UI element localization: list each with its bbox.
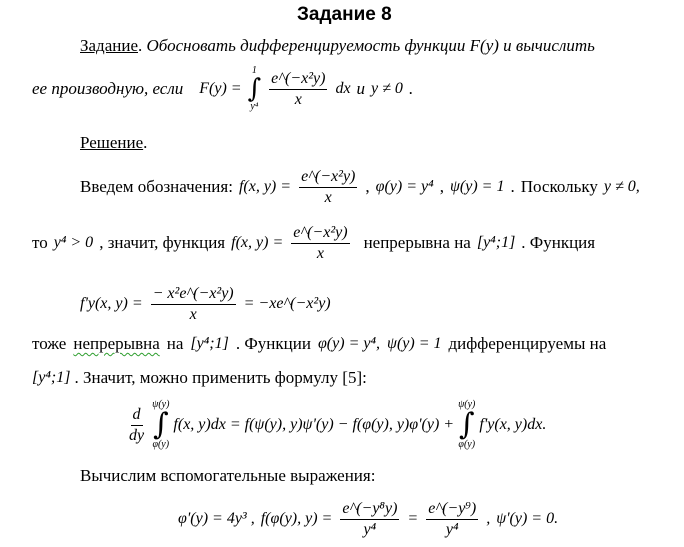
task-and: и xyxy=(356,79,366,98)
aux-psi: ψ'(y) = 0. xyxy=(496,510,559,528)
f2-num: e^(−x²y) xyxy=(291,224,349,244)
def-psi: ψ(y) = 1 xyxy=(449,178,505,196)
solution-line-2 xyxy=(32,224,595,262)
fy-den: x xyxy=(189,305,197,323)
aux-num-2: e^(−y⁹) xyxy=(426,500,478,520)
integrand-dx: dx xyxy=(335,80,351,97)
solution-line-4 xyxy=(32,368,367,388)
task-condition: y ≠ 0 xyxy=(371,80,403,97)
task-text: Обосновать дифференцируемость функции F(y) и вычислить xyxy=(146,36,595,55)
psi2: ψ(y) = 1 xyxy=(387,335,442,352)
f2-frac xyxy=(291,224,349,262)
def-f-num: e^(−x²y) xyxy=(299,168,357,188)
task-integral xyxy=(248,66,262,112)
task-line-1: Задание. Обосновать дифференцируемость функции F(y) и вычислить xyxy=(80,36,595,55)
interval-2: [y⁴;1] xyxy=(190,335,229,352)
formula5-tail: f'y(x, y)dx. xyxy=(479,416,547,433)
solution-heading: Решение. xyxy=(80,133,148,152)
since-text: Поскольку xyxy=(520,177,598,197)
also-word: тоже xyxy=(32,334,67,353)
aux-phi: φ'(y) = 4y³ , xyxy=(178,510,255,528)
def-f-den: x xyxy=(324,188,332,206)
compute-line: Вычислим вспомогательные выражения: xyxy=(80,466,376,485)
solution-line-1: Введем обозначения: f(x, y) = $\frac{\text{e\textasciicircum{}(−x²y)}}{x}$ , φ(y) = y⁴ , ψ(y) = 1 . Поскольку y ≠ 0, xyxy=(80,168,640,206)
d-dy xyxy=(127,406,146,444)
f2-lhs: f(x, y) = xyxy=(231,234,284,252)
def-f-frac xyxy=(299,168,357,206)
task-formula-lhs: F(y) = xyxy=(199,80,242,97)
task-text-2: ее производную, если xyxy=(32,79,184,98)
task-end-dot: . xyxy=(408,79,414,98)
formula-5 xyxy=(125,400,546,450)
def-phi: φ(y) = y⁴ xyxy=(375,178,434,196)
aux-f-lhs: f(φ(y), y) = xyxy=(260,510,333,528)
aux-den-1: y⁴ xyxy=(363,520,377,538)
task-line-2 xyxy=(32,66,413,112)
integrand-num: e^(−x²y) xyxy=(269,70,327,90)
means-function: , значит, функция xyxy=(99,233,226,253)
int5b-sign: ∫ xyxy=(458,407,475,442)
int5b-lower: φ(y) xyxy=(458,439,476,450)
differentiable: дифференцируемы на xyxy=(448,334,607,353)
page-title: Задание 8 xyxy=(297,4,392,25)
also-cont: непрерывна xyxy=(73,334,160,353)
means-apply: . Значит, можно применить формулу [5]: xyxy=(74,368,367,387)
int5-lower: φ(y) xyxy=(152,439,170,450)
fy-num: − x²e^(−x²y) xyxy=(151,285,236,305)
task-label: Задание xyxy=(80,36,138,55)
functions-word: . Функции xyxy=(235,334,311,353)
d-den: dy xyxy=(129,426,145,444)
fy-rhs: = −xe^(−x²y) xyxy=(243,295,331,313)
then-cond: y⁴ > 0 xyxy=(53,234,94,252)
aux-formula: φ'(y) = 4y³ , f(φ(y), y) = $\frac{\text{e\textasciicircum{}(−y⁸y)}}{\text{y⁴}}$ = $\frac{\text{e\textasciicircum{}(−y⁹)}}{\text{y⁴}}$ , ψ'(y) = 0. xyxy=(178,500,559,538)
task-integrand xyxy=(269,70,327,108)
intro-text: Введем обозначения: xyxy=(80,177,233,197)
formula5-body: f(x, y)dx = f(ψ(y), y)ψ'(y) − f(φ(y), y)φ'(y) + xyxy=(173,416,455,433)
then-word: то xyxy=(32,233,48,253)
interval-1: [y⁴;1] xyxy=(476,234,516,252)
integrand-den: x xyxy=(294,90,302,108)
aux-eq: = xyxy=(407,510,419,528)
continuous-on: непрерывна на xyxy=(363,233,471,253)
since-cond: y ≠ 0, xyxy=(603,178,640,196)
also-on: на xyxy=(166,334,184,353)
aux-den-2: y⁴ xyxy=(445,520,459,538)
aux-frac-2 xyxy=(426,500,478,538)
solution-line-3 xyxy=(32,334,606,354)
phi2: φ(y) = y⁴, xyxy=(317,335,381,352)
function-word: . Функция xyxy=(521,233,596,253)
integral-5b xyxy=(458,400,475,450)
int5-sign: ∫ xyxy=(152,407,169,442)
f2-den: x xyxy=(316,244,324,262)
fy-lhs: f'y(x, y) = xyxy=(80,295,143,313)
integral-sign: ∫ xyxy=(247,74,262,104)
integral-lower: y⁴ xyxy=(250,101,259,112)
integral-5 xyxy=(152,400,169,450)
aux-frac-1 xyxy=(340,500,399,538)
aux-num-1: e^(−y⁸y) xyxy=(340,500,399,520)
interval-3: [y⁴;1] xyxy=(32,369,71,386)
int5-upper: ψ(y) xyxy=(152,399,170,410)
integral-upper: 1 xyxy=(251,65,257,76)
fy-frac xyxy=(151,285,236,323)
d-num: d xyxy=(131,406,143,426)
int5b-upper: ψ(y) xyxy=(458,399,476,410)
solution-label: Решение xyxy=(80,133,144,152)
def-f-lhs: f(x, y) = xyxy=(238,178,292,196)
fy-formula xyxy=(80,285,331,323)
